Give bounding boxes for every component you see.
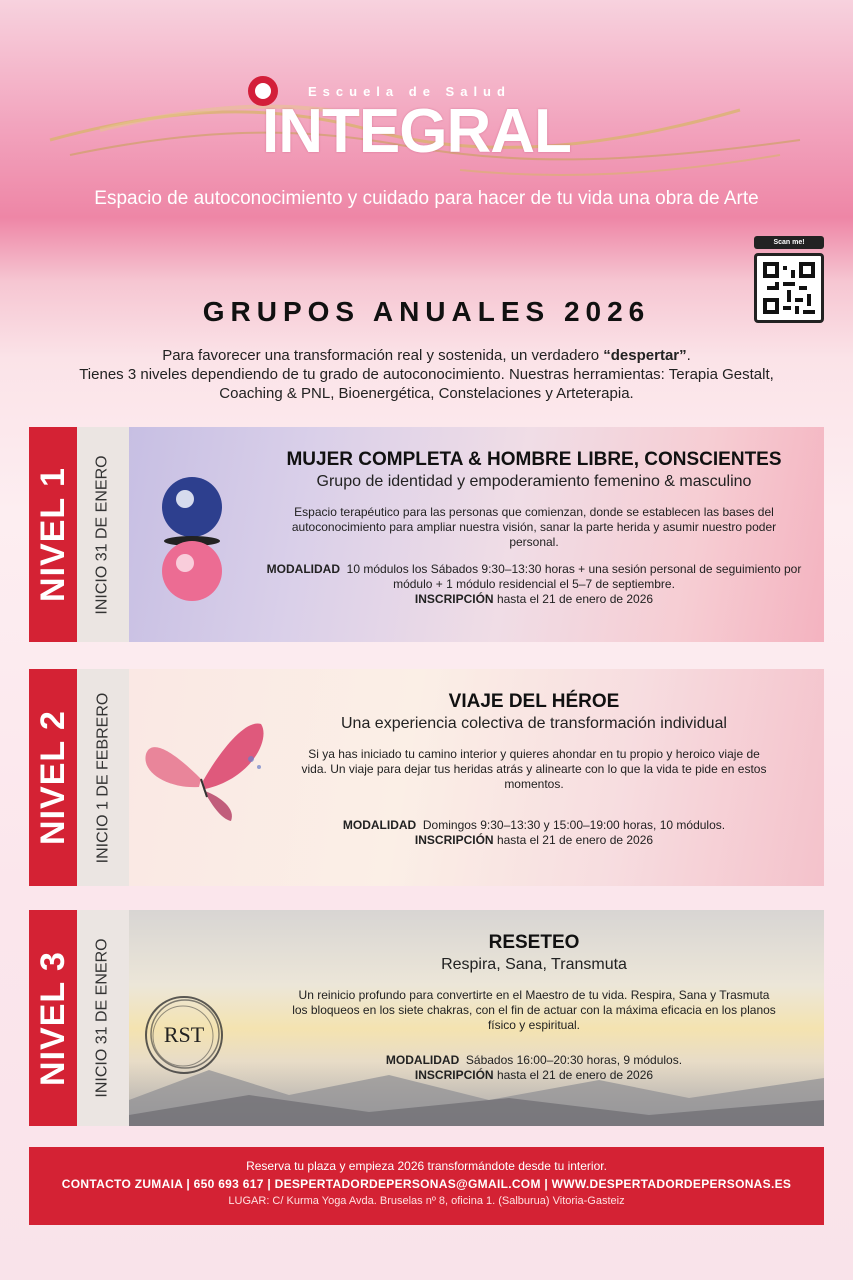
inscripcion-label: INSCRIPCIÓN bbox=[414, 1068, 494, 1082]
level-description: Si ya has iniciado tu camino interior y quieres ahondar en tu propio y heroico viaje de vida. Un viaje para dejar tus heridas atrás y alinearte con lo que la vida te pide en estos momentos. bbox=[301, 747, 767, 791]
level-label-bar bbox=[29, 910, 77, 1126]
modalidad-text: 10 módulos los Sábados 9:30–13:30 horas + una sesión personal de seguimiento por módulo + 1 módulo residencial el 5–7 de septiembre. bbox=[346, 562, 802, 591]
level-number: NIVEL 1 bbox=[33, 467, 72, 602]
footer-cta: Reserva tu plaza y empieza 2026 transformándote desde tu interior. bbox=[246, 1159, 607, 1173]
inscripcion-label: INSCRIPCIÓN bbox=[414, 833, 494, 847]
modalidad-label: MODALIDAD bbox=[385, 1053, 460, 1067]
footer-contact[interactable]: CONTACTO ZUMAIA | 650 693 617 | DESPERTADORDEPERSONAS@GMAIL.COM | WWW.DESPERTADORDEPERSONAS.ES bbox=[61, 1177, 792, 1191]
level-title: MUJER COMPLETA & HOMBRE LIBRE, CONSCIENTES bbox=[286, 449, 782, 470]
level-label-bar bbox=[29, 427, 77, 642]
level-modalidad bbox=[279, 1053, 789, 1068]
page-title: GRUPOS ANUALES 2026 bbox=[202, 296, 651, 327]
level-content bbox=[279, 932, 789, 1083]
level-number: NIVEL 2 bbox=[33, 710, 72, 845]
logo-title: INTEGRAL bbox=[262, 97, 571, 166]
inscripcion-text: hasta el 21 de enero de 2026 bbox=[496, 592, 654, 606]
inscripcion-text: hasta el 21 de enero de 2026 bbox=[496, 833, 654, 847]
modalidad-label: MODALIDAD bbox=[342, 818, 417, 832]
level-subtitle: Respira, Sana, Transmuta bbox=[441, 956, 627, 973]
level-panel bbox=[129, 427, 824, 642]
footer-location: LUGAR: C/ Kurma Yoga Avda. Bruselas nº 8, oficina 1. (Salburua) Vitoria-Gasteiz bbox=[228, 1195, 625, 1207]
intro-tools: Tienes 3 niveles dependiendo de tu grado de autoconocimiento. Nuestras herramientas: Terapia Gestalt, Coaching & PNL, Bioenergética, Constelaciones y Arteterapia. bbox=[79, 366, 774, 402]
level-number: NIVEL 3 bbox=[33, 950, 72, 1086]
inscripcion-text: hasta el 21 de enero de 2026 bbox=[496, 1068, 654, 1082]
rst-logo-text: RST bbox=[163, 1022, 205, 1047]
level-inscripcion bbox=[254, 592, 814, 607]
modalidad-label: MODALIDAD bbox=[266, 562, 340, 576]
level-label-bar bbox=[29, 669, 77, 886]
level-card-2 bbox=[29, 669, 824, 886]
level-subtitle: Una experiencia colectiva de transformación individual bbox=[341, 715, 727, 732]
butterfly-illustration bbox=[141, 709, 271, 829]
level-panel bbox=[129, 910, 824, 1126]
qr-label: Scan me! bbox=[754, 236, 824, 249]
level-card-3 bbox=[29, 910, 824, 1126]
level-inscripcion bbox=[279, 833, 789, 848]
level-title: VIAJE DEL HÉROE bbox=[448, 691, 620, 712]
level-description: Un reinicio profundo para convertirte en el Maestro de tu vida. Respira, Sana y Trasmuta los bloqueos en los siete chakras, con el fin de actuar con la máxima eficacia en los planos físico y espiritual. bbox=[292, 988, 776, 1032]
level-start-date: INICIO 31 DE ENERO bbox=[94, 938, 111, 1098]
tagline: Espacio de autoconocimiento y cuidado para hacer de tu vida una obra de Arte bbox=[94, 188, 759, 209]
intro-text-part: . bbox=[686, 347, 691, 364]
level-start-bar bbox=[77, 669, 129, 886]
spheres-illustration bbox=[147, 469, 237, 609]
modalidad-text: Domingos 9:30–13:30 y 15:00–19:00 horas, 10 módulos. bbox=[422, 818, 726, 832]
level-card-1 bbox=[29, 427, 824, 642]
level-modalidad bbox=[279, 818, 789, 833]
level-start-bar bbox=[77, 427, 129, 642]
footer bbox=[29, 1147, 824, 1225]
level-content bbox=[254, 449, 814, 607]
logo-subtitle: Escuela de Salud bbox=[308, 84, 511, 99]
level-start-bar bbox=[77, 910, 129, 1126]
level-panel bbox=[129, 669, 824, 886]
level-modalidad bbox=[254, 562, 814, 592]
intro-highlight: “despertar” bbox=[603, 347, 687, 364]
level-title: RESETEO bbox=[488, 932, 580, 953]
level-start-date: INICIO 31 DE ENERO bbox=[94, 454, 111, 615]
level-content bbox=[279, 691, 789, 848]
modalidad-text: Sábados 16:00–20:30 horas, 9 módulos. bbox=[465, 1053, 683, 1067]
level-subtitle: Grupo de identidad y empoderamiento femenino & masculino bbox=[316, 473, 752, 490]
level-description: Espacio terapéutico para las personas que comienzan, donde se establecen las bases del autoconocimiento para ampliar nuestra visión, sanar la parte herida y asumir nuestro poder personal. bbox=[291, 505, 777, 549]
intro-text-part: Para favorecer una transformación real y sostenida, un verdadero bbox=[162, 347, 604, 364]
level-start-date: INICIO 1 DE FEBRERO bbox=[94, 692, 112, 863]
inscripcion-label: INSCRIPCIÓN bbox=[414, 592, 494, 606]
level-inscripcion bbox=[279, 1068, 789, 1083]
intro-text bbox=[60, 346, 793, 403]
